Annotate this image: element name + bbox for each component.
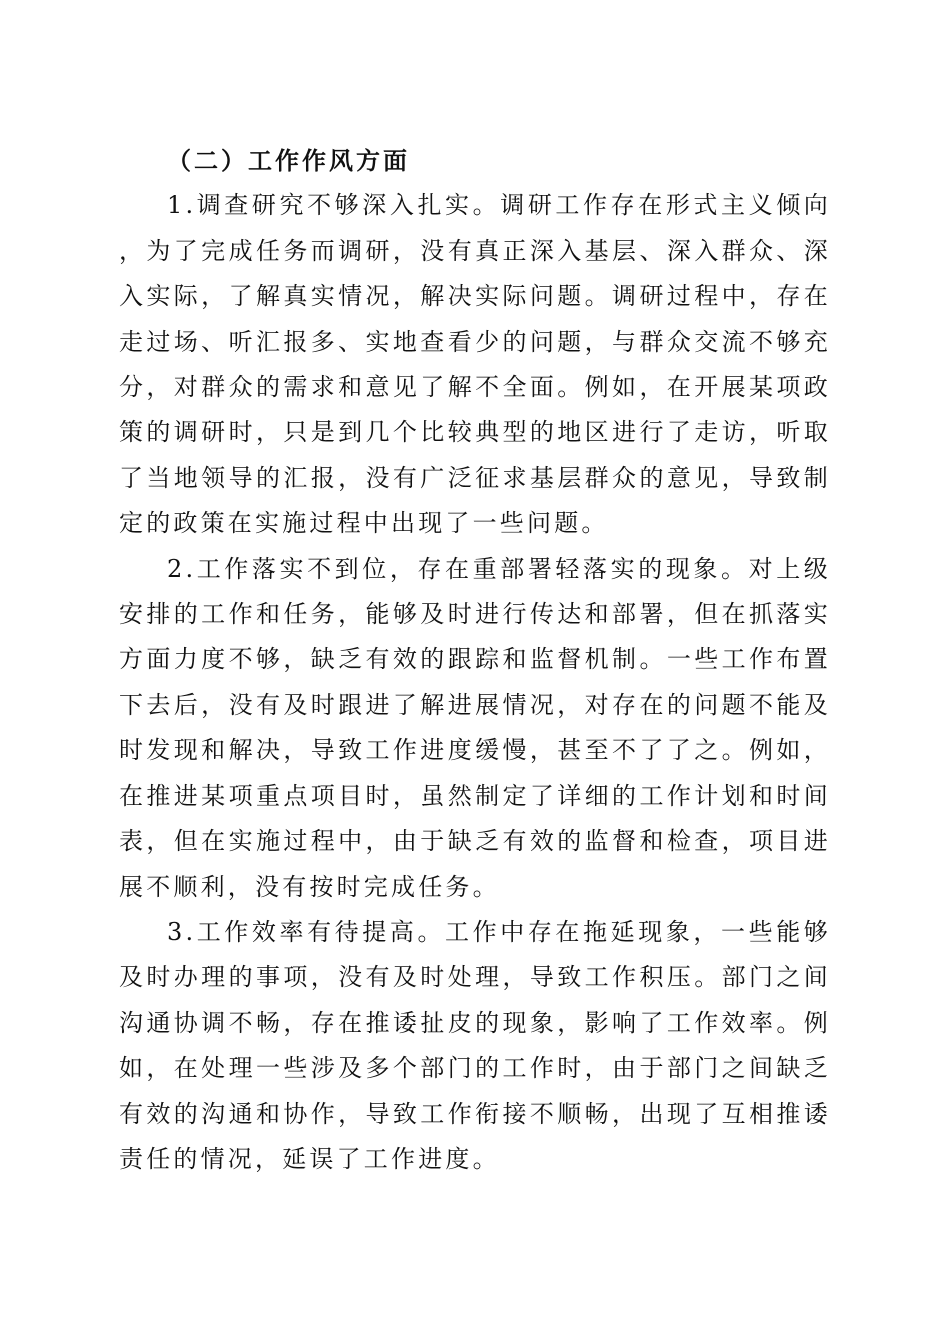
paragraph-implementation: 2.工作落实不到位，存在重部署轻落实的现象。对上级安排的工作和任务，能够及时进行传达和部署，但在抓落实方面力度不够，缺乏有效的跟踪和监督机制。一些工作布置下去后，没有及时跟进了解进展情况，对存在的问题不能及时发现和解决，导致工作进度缓慢，甚至不了了之。例如，在推进某项重点项目时，虽然制定了详细的工作计划和时间表，但在实施过程中，由于缺乏有效的监督和检查，项目进展不顺利，没有按时完成任务。 <box>119 554 831 901</box>
document-body <box>119 138 831 1182</box>
section-heading: （二）工作作风方面 <box>167 146 410 175</box>
paragraph-investigation: 1.调查研究不够深入扎实。调研工作存在形式主义倾向，为了完成任务而调研，没有真正深入基层、深入群众、深入实际，了解真实情况，解决实际问题。调研过程中，存在走过场、听汇报多、实地查看少的问题，与群众交流不够充分，对群众的需求和意见了解不全面。例如，在开展某项政策的调研时，只是到几个比较典型的地区进行了走访，听取了当地领导的汇报，没有广泛征求基层群众的意见，导致制定的政策在实施过程中出现了一些问题。 <box>119 191 831 538</box>
paragraph-efficiency: 3.工作效率有待提高。工作中存在拖延现象，一些能够及时办理的事项，没有及时处理，导致工作积压。部门之间沟通协调不畅，存在推诿扯皮的现象，影响了工作效率。例如，在处理一些涉及多个部门的工作时，由于部门之间缺乏有效的沟通和协作，导致工作衔接不顺畅，出现了互相推诿责任的情况，延误了工作进度。 <box>119 917 831 1173</box>
